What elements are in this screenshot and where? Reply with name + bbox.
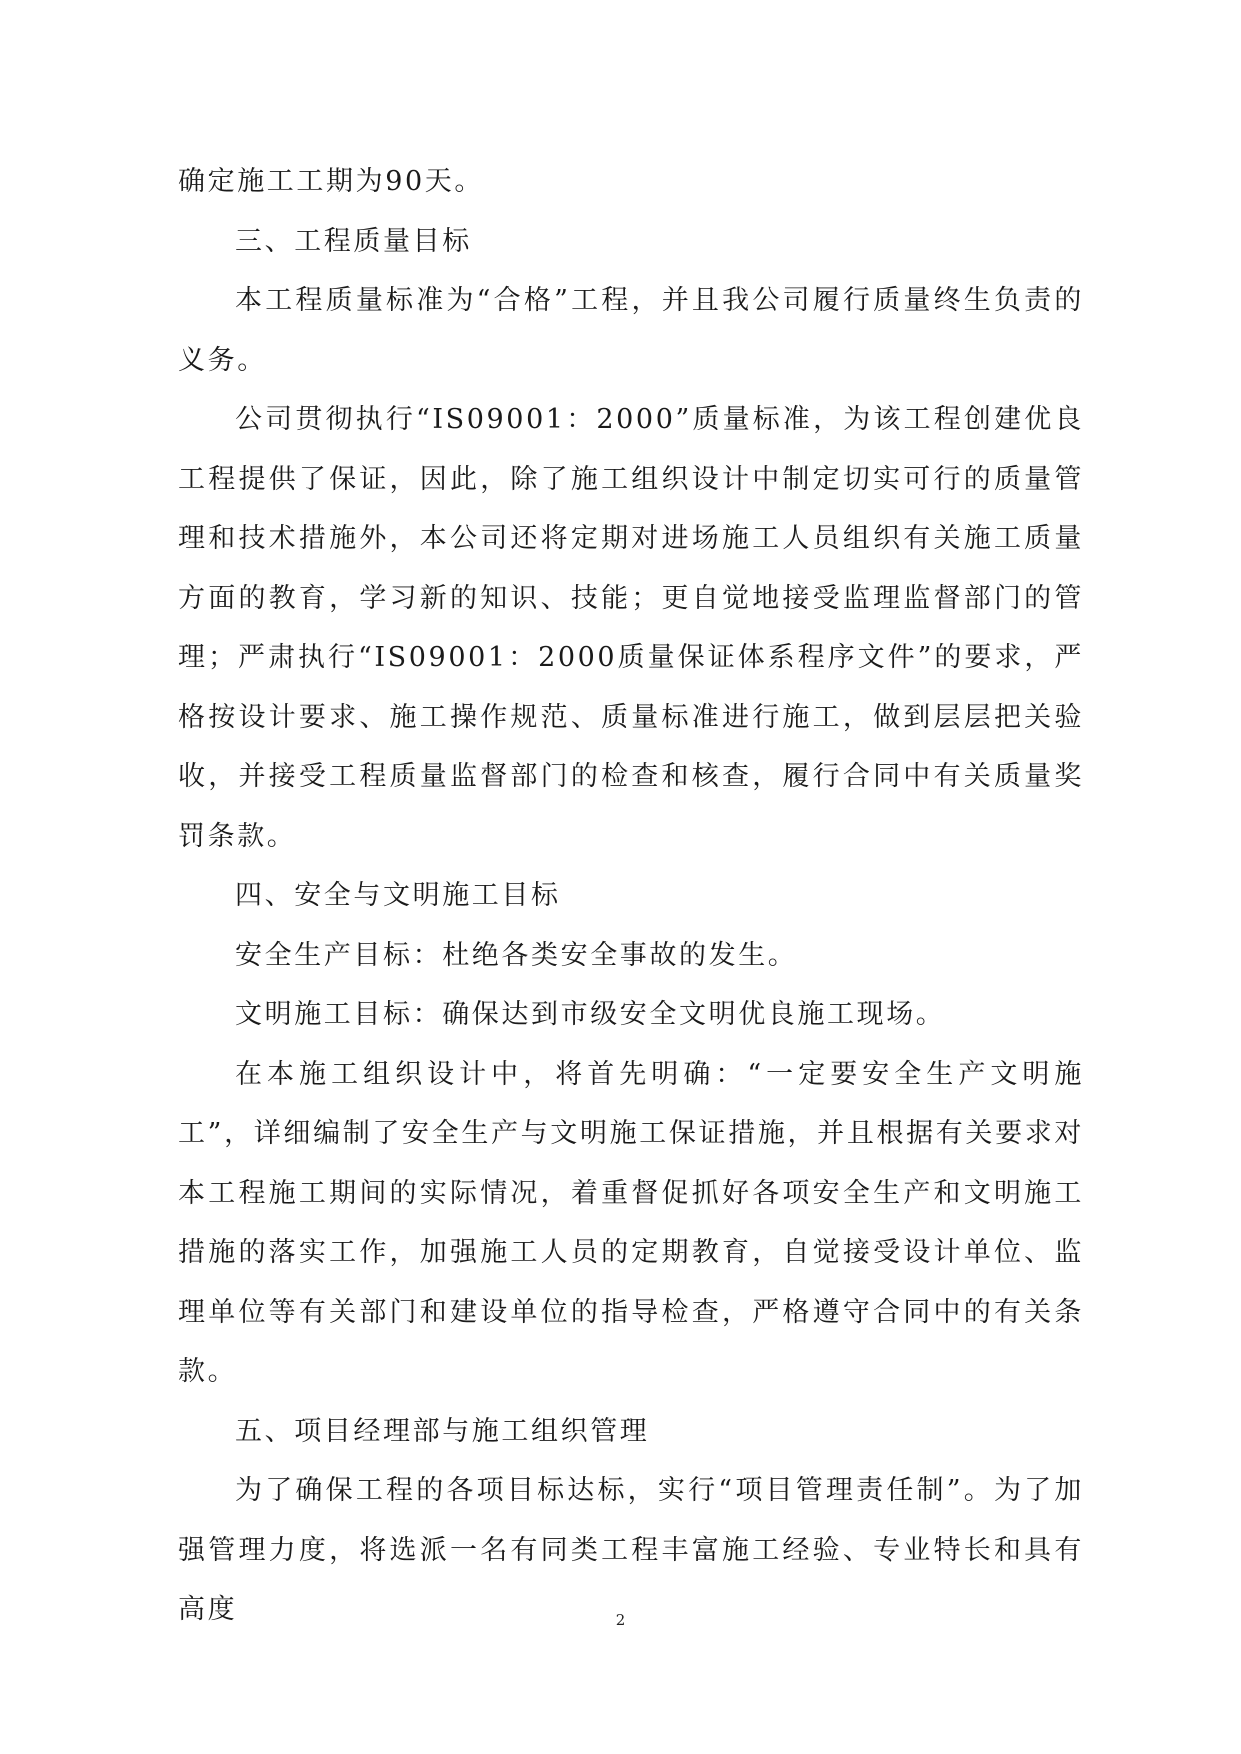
document-body bbox=[178, 152, 1084, 1640]
paragraph-civilized-goal: 文明施工目标：确保达到市级安全文明优良施工现场。 bbox=[235, 999, 946, 1030]
paragraph-quality-standard: 本工程质量标准为“合格”工程，并且我公司履行质量终生负责的义务。 bbox=[178, 285, 1084, 376]
paragraph-safety-measures: 在本施工组织设计中，将首先明确：“一定要安全生产文明施工”，详细编制了安全生产与文明施工保证措施，并且根据有关要求对本工程施工期间的实际情况，着重督促抓好各项安全生产和文明施工措施的落实工作，加强施工人员的定期教育，自觉接受设计单位、监理单位等有关部门和建设单位的指导检查，严格遵守合同中的有关条款。 bbox=[178, 1058, 1084, 1387]
paragraph-safety-goal: 安全生产目标：杜绝各类安全事故的发生。 bbox=[235, 939, 798, 971]
heading-safety-target: 四、安全与文明施工目标 bbox=[235, 880, 561, 911]
page-number: 2 bbox=[615, 1611, 626, 1629]
heading-project-management: 五、项目经理部与施工组织管理 bbox=[235, 1415, 650, 1447]
paragraph-iso-quality: 公司贯彻执行“IS09001：2000”质量标准，为该工程创建优良工程提供了保证，因此，除了施工组织设计中制定切实可行的质量管理和技术措施外，本公司还将定期对进场施工人员组织有关施工质量方面的教育，学习新的知识、技能；更自觉地接受监理监督部门的管理；严肃执行“IS09001：2000质量保证体系程序文件”的要求，严格按设计要求、施工操作规范、质量标准进行施工，做到层层把关验收，并接受工程质量监督部门的检查和核查，履行合同中有关质量奖罚条款。 bbox=[178, 404, 1084, 852]
paragraph-schedule: 确定施工工期为90天。 bbox=[178, 166, 484, 197]
heading-quality-target: 三、工程质量目标 bbox=[235, 225, 472, 257]
paragraph-responsibility-system: 为了确保工程的各项目标达标，实行“项目管理责任制”。为了加强管理力度，将选派一名有同类工程丰富施工经验、专业特长和具有高度 bbox=[178, 1475, 1084, 1625]
